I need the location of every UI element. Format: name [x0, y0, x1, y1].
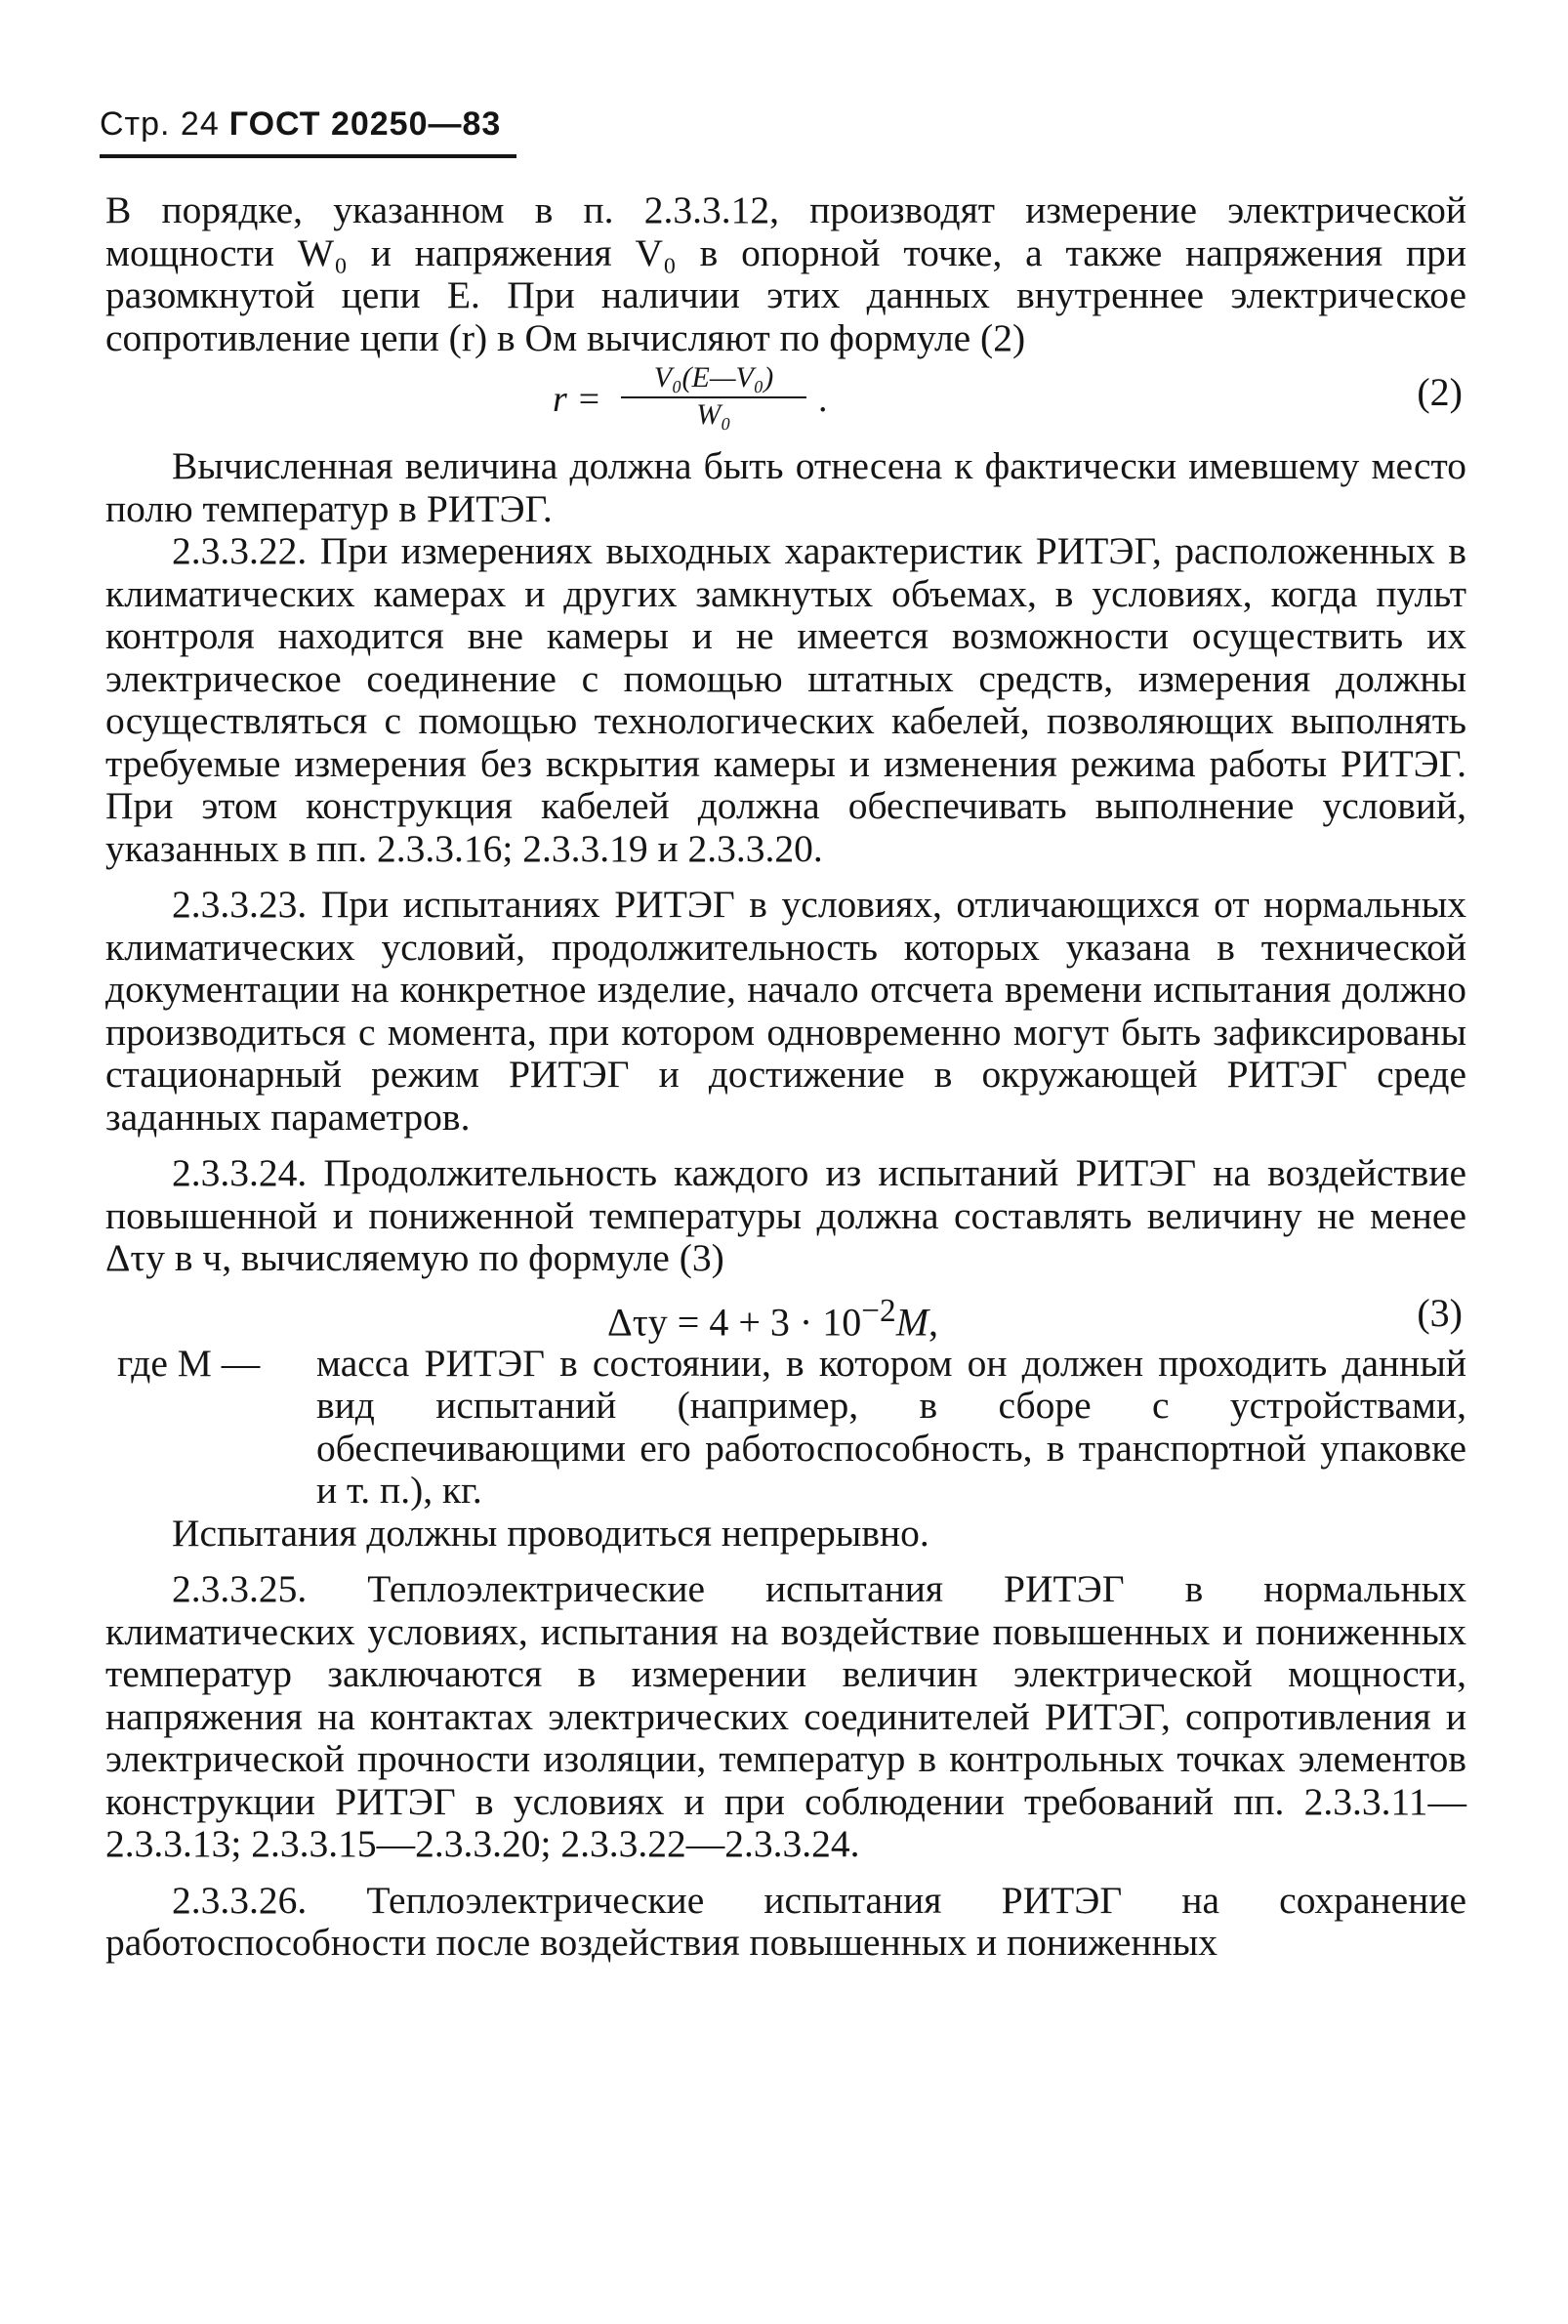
header-rule	[100, 154, 516, 158]
paragraph-2-3-3-23: 2.3.3.23. При испытаниях РИТЭГ в условиях, отличающихся от нормальных климатических условий, продолжительность которых указана в технической документации на конкретное изделие, начало отсчета времени испытания должно производиться с момента, при котором одновременно могут быть зафиксированы стационарный режим РИТЭГ и достижение в окружающей РИТЭГ среде заданных параметров.	[105, 883, 1466, 1139]
formula-3	[105, 1280, 1466, 1343]
formula-2-trail: .	[818, 379, 828, 420]
formula-2-fraction	[621, 361, 806, 430]
page-header	[100, 105, 501, 144]
paragraph-computed-value: Вычисленная величина должна быть отнесена к фактически имевшему место полю температур в РИТЭГ.	[105, 444, 1466, 530]
where-lead: где M —	[117, 1341, 261, 1385]
formula-3-exponent: −2	[861, 1292, 896, 1329]
body-text	[105, 189, 1466, 1965]
formula-3-number: (3)	[1417, 1290, 1463, 1335]
paragraph-continuous: Испытания должны проводиться непрерывно.	[172, 1511, 929, 1555]
standard-number: ГОСТ 20250—83	[228, 105, 502, 143]
formula-2-number: (2)	[1417, 370, 1463, 414]
formula-3-variable: M	[895, 1299, 929, 1344]
paragraph-2-3-3-22: 2.3.3.22. При измерениях выходных характеристик РИТЭГ, расположенных в климатических камерах и других замкнутых объемах, в условиях, когда пульт контроля находится вне камеры и не имеется возможности осуществить их электрическое соединение с помощью штатных средств, измерения должны осуществляться с помощью технологических кабелей, позволяющих выполнять требуемые измерения без вскрытия камеры и изменения режима работы РИТЭГ. При этом конструкция кабелей должна обеспечивать выполнение условий, указанных в пп. 2.3.3.16; 2.3.3.19 и 2.3.3.20.	[105, 529, 1466, 870]
where-clause	[105, 1343, 1466, 1513]
formula-3-body	[607, 1290, 938, 1344]
formula-2-numerator: V₀(E—V₀)	[653, 361, 774, 394]
paragraph-resistance-measurement: В порядке, указанном в п. 2.3.3.12, производят измерение электрической мощности W₀ и напряжения V₀ в опорной точке, а также напряжения при разомкнутой цепи E. При наличии этих данных внутреннее электрическое сопротивление цепи (r) в Ом вычисляют по формуле (2)	[105, 188, 1466, 359]
formula-3-lhs: Δτу = 4 + 3 · 10	[607, 1299, 862, 1344]
formula-2-lhs: r =	[553, 379, 601, 420]
page-label: Стр. 24	[100, 105, 220, 143]
paragraph-2-3-3-26: 2.3.3.26. Теплоэлектрические испытания РИТЭГ на сохранение работоспособности после воздействия повышенных и пониженных	[105, 1878, 1466, 1964]
formula-3-trail: ,	[928, 1299, 939, 1344]
where-definition: масса РИТЭГ в состоянии, в котором он должен проходить данный вид испытаний (например, в сборе с устройствами, обеспечивающими его работоспособность, в транспортной упаковке и т. п.), кг.	[316, 1341, 1466, 1512]
paragraph-2-3-3-24: 2.3.3.24. Продолжительность каждого из испытаний РИТЭГ на воздействие повышенной и пониженной температуры должна составлять величину не менее Δτу в ч, вычисляемую по формуле (3)	[105, 1151, 1466, 1279]
paragraph-2-3-3-25: 2.3.3.25. Теплоэлектрические испытания РИТЭГ в нормальных климатических условиях, испытания на воздействие повышенных и пониженных температур заключаются в измерении величин электрической мощности, напряжения на контактах электрических соединителей РИТЭГ, сопротивления и электрической прочности изоляции, температур в контрольных точках элементов конструкции РИТЭГ в условиях и при соблюдении требований пп. 2.3.3.11— 2.3.3.13; 2.3.3.15—2.3.3.20; 2.3.3.22—2.3.3.24.	[105, 1567, 1466, 1865]
formula-2-denominator: W₀	[696, 398, 731, 431]
formula-2	[105, 359, 1466, 445]
